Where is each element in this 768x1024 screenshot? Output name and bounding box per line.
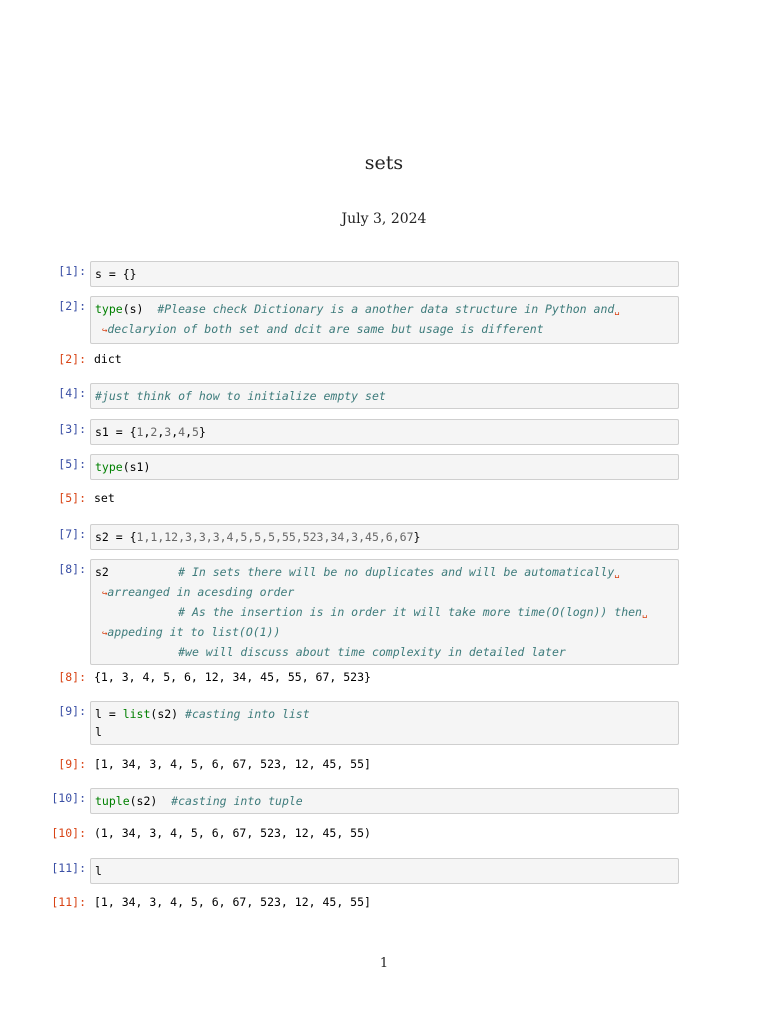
code-editor[interactable]: [90, 524, 679, 550]
wrap-end-icon: ␣: [641, 609, 648, 619]
output-prompt: [9]:: [58, 757, 86, 771]
output-text: [1, 34, 3, 4, 5, 6, 67, 523, 12, 45, 55]: [94, 895, 371, 909]
output-text: [1, 34, 3, 4, 5, 6, 67, 523, 12, 45, 55]: [94, 757, 371, 771]
code-text: (s1): [122, 460, 151, 474]
input-prompt: [8]:: [58, 562, 86, 576]
output-prompt: [5]:: [58, 491, 86, 505]
output-text: (1, 34, 3, 4, 5, 6, 67, 523, 12, 45, 55): [94, 826, 371, 840]
output-prompt: [10]:: [51, 826, 86, 840]
document-title: sets: [364, 152, 404, 174]
code-editor[interactable]: [90, 858, 679, 884]
number-literal: 2: [150, 425, 158, 439]
code-editor[interactable]: [90, 296, 679, 344]
builtin-type: type: [95, 302, 123, 316]
builtin-type: type: [95, 460, 123, 474]
code-comment: #just think of how to initialize empty set: [95, 389, 386, 403]
builtin-tuple: tuple: [95, 794, 130, 808]
number-literal: 3: [164, 425, 172, 439]
code-text: l: [95, 725, 102, 739]
input-prompt: [7]:: [58, 527, 86, 541]
code-comment: #casting into list: [185, 707, 310, 721]
code-comment: #casting into tuple: [171, 794, 303, 808]
code-editor[interactable]: [90, 383, 679, 409]
code-comment: # In sets there will be no duplicates and will be automatically: [178, 565, 615, 579]
code-editor[interactable]: [90, 261, 679, 287]
input-prompt: [3]:: [58, 422, 86, 436]
number-literal: 5: [192, 425, 199, 439]
number-literal: 4: [178, 425, 186, 439]
input-prompt: [2]:: [58, 299, 86, 313]
code-editor[interactable]: [90, 454, 679, 480]
continuation-arrow-icon: ↪: [101, 326, 108, 336]
input-prompt: [11]:: [51, 861, 86, 875]
continuation-arrow-icon: ↪: [101, 589, 108, 599]
code-text: s2 = {: [95, 530, 137, 544]
code-text: l: [95, 864, 102, 878]
wrap-end-icon: ␣: [614, 306, 620, 316]
code-text: (s2): [150, 707, 186, 721]
output-text: dict: [94, 352, 122, 366]
output-prompt: [2]:: [58, 352, 86, 366]
code-editor[interactable]: s1 = {1,2,3,4,5}: [90, 419, 679, 445]
input-prompt: [4]:: [58, 386, 86, 400]
code-text: s2: [95, 565, 109, 579]
number-literal: 1: [136, 425, 144, 439]
wrap-end-icon: ␣: [614, 569, 620, 579]
code-text: l =: [95, 707, 123, 721]
code-editor[interactable]: [90, 559, 679, 665]
code-text: }: [198, 425, 206, 439]
input-prompt: [5]:: [58, 457, 86, 471]
input-prompt: [10]:: [51, 791, 86, 805]
code-text: (s2): [129, 794, 172, 808]
document-date: July 3, 2024: [341, 211, 427, 227]
code-editor[interactable]: [90, 788, 679, 814]
input-prompt: [9]:: [58, 704, 86, 718]
code-editor[interactable]: [90, 701, 679, 745]
code-comment: # As the insertion is in order it will take more time(O(logn)) then: [178, 605, 642, 619]
input-prompt: [1]:: [58, 264, 86, 278]
output-text: {1, 3, 4, 5, 6, 12, 34, 45, 55, 67, 523}: [94, 670, 371, 684]
code-comment: declaryion of both set and dcit are same but usage is different: [107, 322, 544, 336]
code-text: s = {}: [95, 267, 137, 281]
number-literals: 1,1,12,3,3,3,4,5,5,5,55,523,34,3,45,6,67: [136, 530, 414, 544]
output-prompt: [11]:: [51, 895, 86, 909]
code-text: s1 = {: [95, 425, 137, 439]
code-text: (s): [122, 302, 158, 316]
code-comment: appeding it to list(O(1)): [107, 625, 281, 639]
output-text: set: [94, 491, 115, 505]
code-text: }: [413, 530, 421, 544]
code-comment: #we will discuss about time complexity in detailed later: [178, 645, 566, 659]
code-comment: arreanged in acesding order: [107, 585, 295, 599]
builtin-list: list: [122, 707, 151, 721]
output-prompt: [8]:: [58, 670, 86, 684]
code-comment: #Please check Dictionary is a another data structure in Python and: [157, 302, 615, 316]
continuation-arrow-icon: ↪: [101, 629, 108, 639]
page-number: 1: [379, 956, 389, 971]
